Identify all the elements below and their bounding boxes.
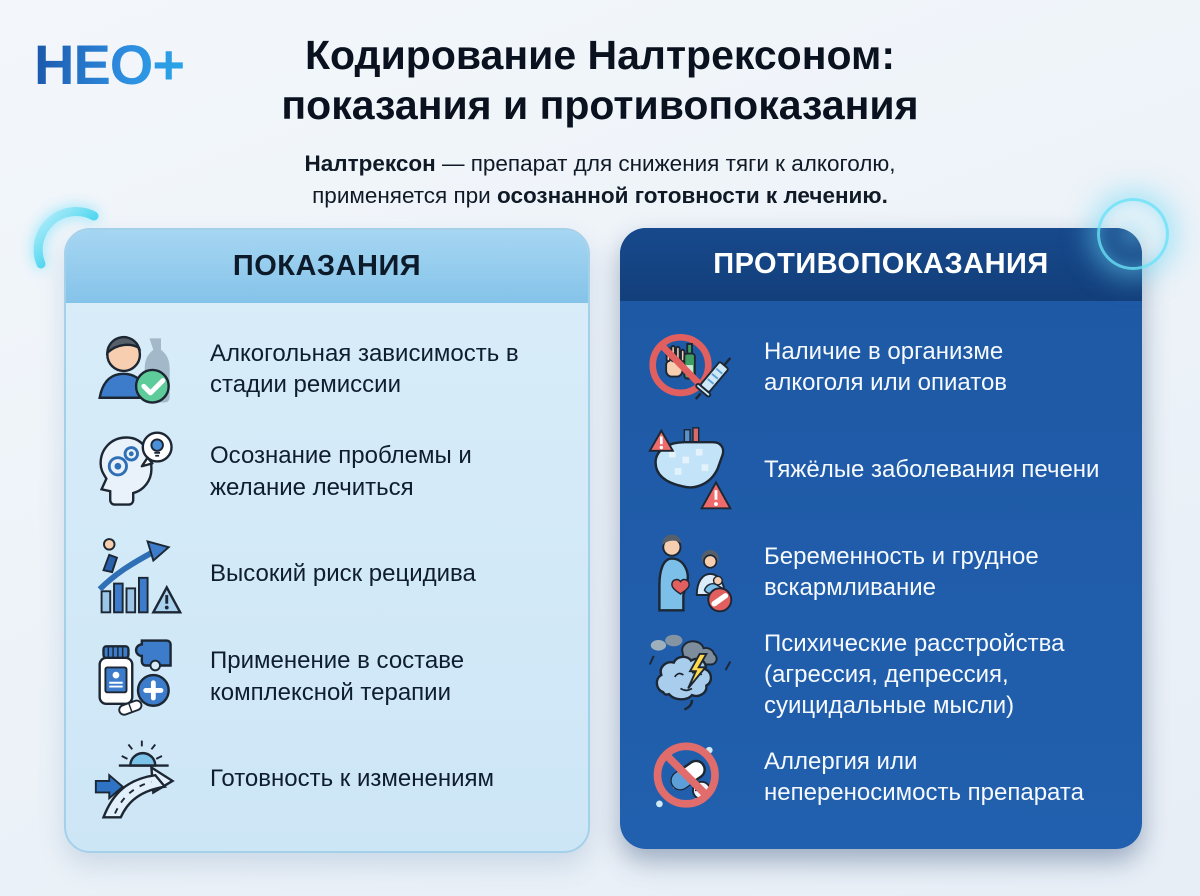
- list-item: [90, 731, 564, 827]
- contraindication-text: Наличие в организме алкоголя или опиатов: [764, 337, 1008, 396]
- bubble-decoration: [28, 204, 112, 288]
- no-alcohol-opiates-icon: [644, 319, 740, 415]
- indications-card: [64, 228, 590, 853]
- indication-text: Высокий риск рецидива: [210, 560, 476, 588]
- contraindication-text: Психические расстройства (агрессия, депрессия, суицидальные мысли): [764, 629, 1065, 720]
- contraindications-list: [620, 301, 1142, 849]
- indications-header: ПОКАЗАНИЯ: [66, 230, 588, 303]
- contraindications-card: [620, 228, 1142, 849]
- subtitle-text-1: — препарат для снижения тяги к алкоголю,: [435, 151, 896, 176]
- complex-therapy-icon: [90, 629, 186, 725]
- page-subtitle: [0, 148, 1200, 212]
- mental-disorders-icon: [644, 627, 740, 723]
- list-item: [644, 627, 1118, 723]
- list-item: [644, 729, 1118, 825]
- glow-ring-decoration: [1097, 198, 1169, 270]
- contraindications-header: ПРОТИВОПОКАЗАНИЯ: [620, 228, 1142, 301]
- subtitle-text-2: применяется при: [312, 182, 498, 208]
- list-item: [90, 526, 564, 622]
- page-title: [0, 30, 1200, 130]
- liver-disease-icon: [644, 422, 740, 518]
- subtitle-bold-2: осознанной готовности к лечению.: [497, 182, 888, 208]
- page-title-line1: Кодирование Налтрексоном:: [305, 32, 895, 78]
- readiness-road-icon: [90, 731, 186, 827]
- indication-text: Осознание проблемы и желание лечиться: [210, 442, 472, 501]
- indication-text: Применение в составе комплексной терапии: [210, 647, 465, 706]
- brand-logo: НЕО+: [34, 33, 185, 96]
- relapse-risk-chart-icon: [90, 526, 186, 622]
- page-title-line2: показания и противопоказания: [281, 82, 919, 129]
- subtitle-drug-name: Налтрексон: [304, 151, 436, 176]
- allergy-intolerance-icon: [644, 729, 740, 825]
- indications-list: [66, 303, 588, 851]
- awareness-head-icon: [90, 424, 186, 520]
- list-item: [644, 524, 1118, 620]
- contraindication-text: Аллергия или непереносимость препарата: [764, 747, 1084, 806]
- list-item: [90, 321, 564, 417]
- list-item: [644, 422, 1118, 518]
- list-item: [90, 629, 564, 725]
- contraindication-text: Тяжёлые заболевания печени: [764, 455, 1100, 483]
- person-check-bottle-icon: [90, 321, 186, 417]
- indication-text: Алкогольная зависимость в стадии ремиссии: [210, 339, 519, 398]
- indication-text: Готовность к изменениям: [210, 765, 494, 793]
- list-item: [644, 319, 1118, 415]
- contraindication-text: Беременность и грудное вскармливание: [764, 542, 1039, 601]
- pregnancy-breastfeeding-icon: [644, 524, 740, 620]
- list-item: [90, 424, 564, 520]
